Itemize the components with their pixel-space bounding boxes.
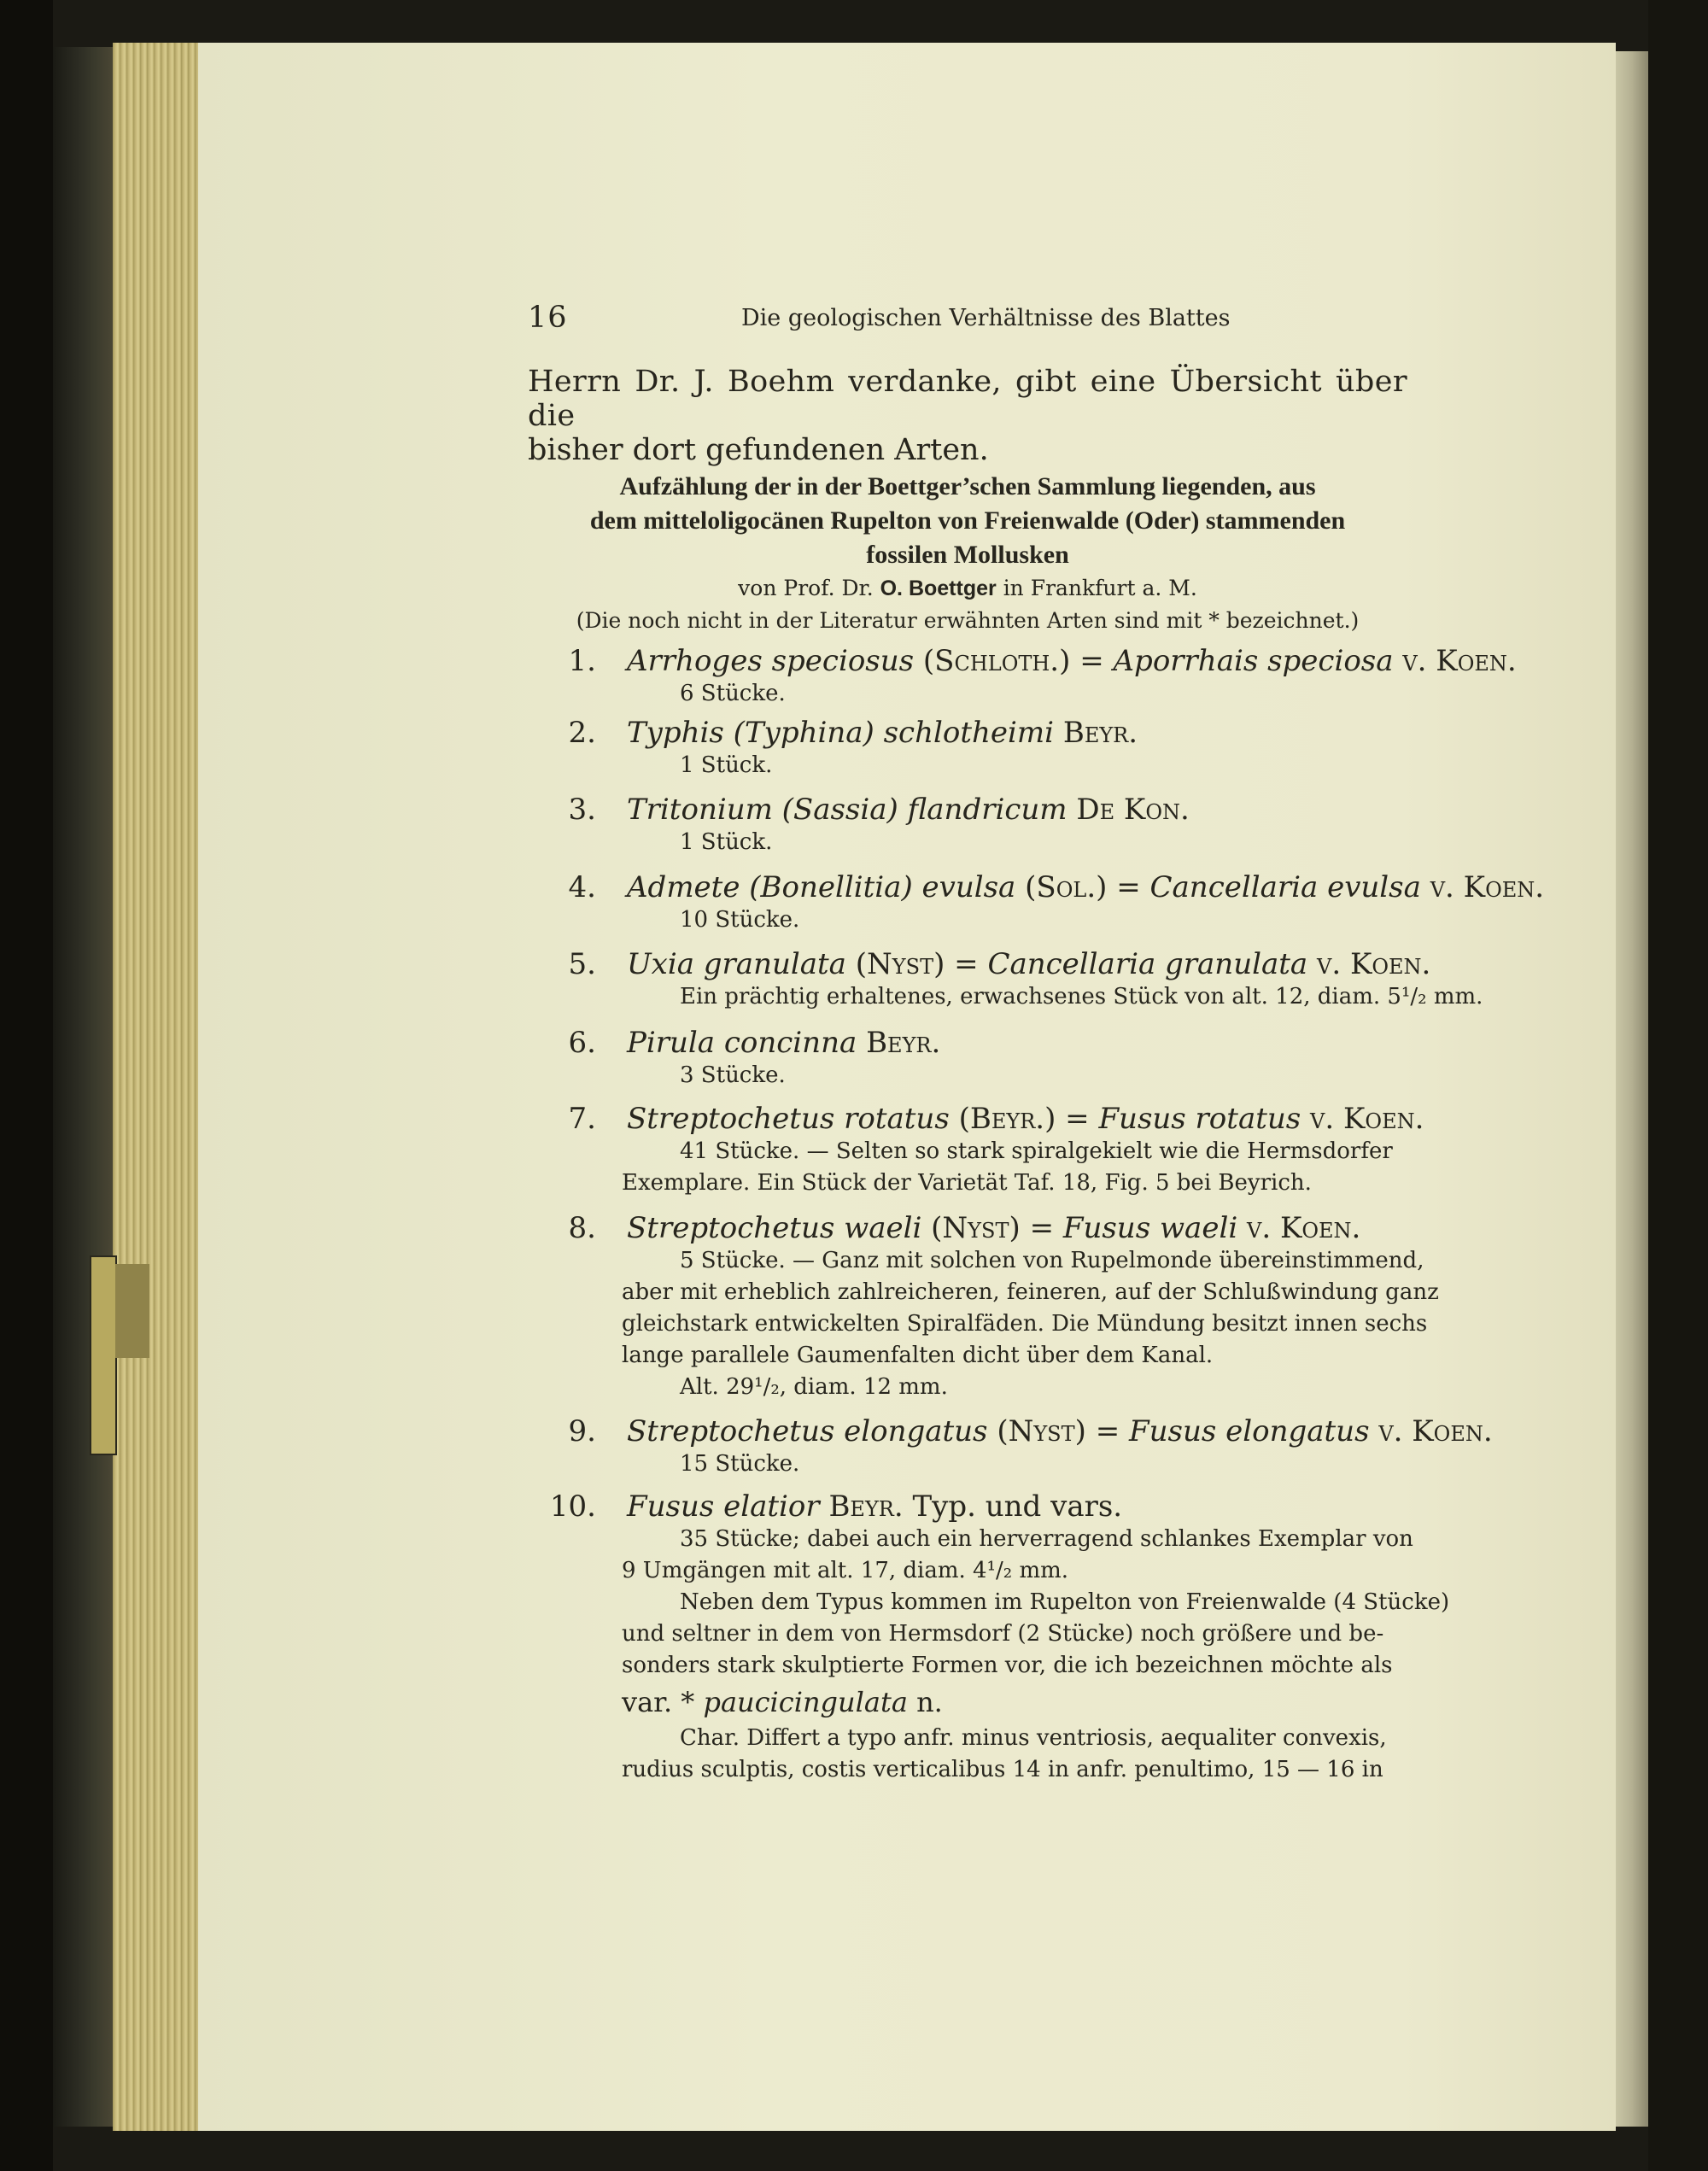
book-page (198, 43, 1616, 2131)
synonym-author: v. Koen. (1247, 1211, 1361, 1245)
entry-number: 7. (568, 1102, 596, 1136)
entry-heading (627, 1026, 1395, 1060)
running-head: Die geologischen Verhältnisse des Blattes (741, 305, 1231, 331)
species-author: De Kon. (1076, 793, 1190, 827)
species-author: (Sol.) (1025, 870, 1108, 904)
entry-number: 9. (568, 1414, 596, 1448)
entry-description-line: Ein prächtig erhaltenes, erwachsenes Stück von alt. 12, diam. 5¹/₂ mm. (680, 984, 1483, 1009)
next-page-edge (1616, 51, 1648, 2127)
species-name: Fusus elatior (627, 1489, 820, 1524)
entry-number: 2. (568, 716, 596, 750)
book-spine (53, 47, 113, 2127)
title-line: fossilen Mollusken (866, 541, 1069, 569)
character-line: rudius sculptis, costis verticalibus 14 in anfr. penultimo, 15 — 16 in (622, 1757, 1383, 1782)
entry-description-line: 5 Stücke. — Ganz mit solchen von Rupelmonde übereinstimmend, (680, 1248, 1424, 1273)
entry-number: 3. (568, 793, 596, 827)
entry-heading (627, 1102, 1424, 1136)
entry-description-line: 10 Stücke. (680, 907, 800, 933)
variety-suffix: n. (916, 1686, 943, 1718)
entry-description-line: 1 Stück. (680, 829, 773, 855)
entry-heading (627, 1414, 1493, 1448)
page-tab (90, 1255, 117, 1455)
species-name: Typhis (Typhina) schlotheimi (627, 716, 1055, 750)
entry-number: 4. (568, 870, 596, 904)
entry-heading (627, 947, 1431, 981)
entry-number: 8. (568, 1211, 596, 1245)
species-name: Streptochetus elongatus (627, 1414, 988, 1448)
entry-description-line: sonders stark skulptierte Formen vor, die ich bezeichnen möchte als (622, 1653, 1393, 1678)
species-name: Streptochetus rotatus (627, 1102, 950, 1136)
page-header (528, 301, 1407, 335)
synonym-author: v. Koen. (1402, 644, 1517, 678)
entry-number: 1. (568, 644, 596, 678)
entry-description-line: 15 Stücke. (680, 1451, 800, 1477)
species-name: Tritonium (Sassia) flandricum (627, 793, 1068, 827)
page-number: 16 (528, 301, 568, 335)
page-stack-edge (113, 43, 198, 2131)
scan-background (1648, 0, 1708, 2171)
synonym-author: v. Koen. (1310, 1102, 1424, 1136)
entry-description-line: 6 Stücke. (680, 681, 786, 706)
variety-name: * paucicingulata (681, 1686, 908, 1718)
title-line: dem mitteloligocänen Rupelton von Freienwalde (Oder) stammenden (589, 506, 1346, 535)
byline-prefix: von Prof. Dr. (738, 576, 874, 600)
entry-number: 5. (568, 947, 596, 981)
entry-description-line: 9 Umgängen mit alt. 17, diam. 4¹/₂ mm. (622, 1558, 1069, 1583)
species-name: Arrhoges speciosus (627, 644, 915, 678)
entry-number: 10. (549, 1489, 596, 1524)
species-name: Pirula concinna (627, 1026, 857, 1060)
species-author: (Schloth.) (922, 644, 1071, 678)
species-name: Streptochetus waeli (627, 1211, 922, 1245)
entry-heading (627, 793, 1395, 827)
page-tab-shadow (115, 1264, 149, 1358)
entry-description-line: 35 Stücke; dabei auch ein herverragend schlankes Exemplar von (680, 1526, 1413, 1552)
synonym-author: Typ. und vars. (912, 1489, 1123, 1524)
section-title (528, 470, 1407, 572)
legend-note: (Die noch nicht in der Literatur erwähnten Arten sind mit * bezeichnet.) (576, 608, 1360, 633)
entry-description-line: Neben dem Typus kommen im Rupelton von Freienwalde (4 Stücke) (680, 1589, 1450, 1615)
intro-line: bisher dort gefundenen Arten. (528, 433, 989, 467)
synonym: = Cancellaria granulata (954, 947, 1308, 981)
variety-line (622, 1685, 943, 1719)
entry-description-line: 41 Stücke. — Selten so stark spiralgekielt wie die Hermsdorfer (680, 1138, 1393, 1164)
character-line: Char. Differt a typo anfr. minus ventriosis, aequaliter convexis, (680, 1725, 1387, 1751)
synonym: = Fusus rotatus (1065, 1102, 1301, 1136)
species-author: Beyr. (1062, 716, 1138, 750)
entry-heading (627, 870, 1545, 904)
entry-description-line: und seltner in dem von Hermsdorf (2 Stücke) noch größere und be- (622, 1621, 1384, 1647)
synonym-author: v. Koen. (1430, 870, 1545, 904)
synonym: = Fusus elongatus (1095, 1414, 1370, 1448)
entry-heading (627, 716, 1395, 750)
species-name: Admete (Bonellitia) evulsa (627, 870, 1016, 904)
entry-description-line: gleichstark entwickelten Spiralfäden. Die Mündung besitzt innen sechs (622, 1311, 1428, 1337)
byline-suffix: in Frankfurt a. M. (1003, 576, 1197, 600)
species-author: (Nyst) (997, 1414, 1086, 1448)
byline-author: O. Boettger (880, 576, 997, 600)
entry-number: 6. (568, 1026, 596, 1060)
species-author: Beyr. (828, 1489, 904, 1524)
entry-description-line: lange parallele Gaumenfalten dicht über dem Kanal. (622, 1343, 1214, 1368)
byline (528, 576, 1407, 601)
entry-heading (627, 1489, 1395, 1524)
synonym-author: v. Koen. (1378, 1414, 1493, 1448)
species-author: (Nyst) (931, 1211, 1021, 1245)
book-binding (0, 0, 53, 2171)
entry-description-line: 3 Stücke. (680, 1062, 786, 1088)
synonym: = Cancellaria evulsa (1116, 870, 1421, 904)
species-name: Uxia granulata (627, 947, 846, 981)
entry-description-line: 1 Stück. (680, 752, 773, 778)
synonym: = Aporrhais speciosa (1079, 644, 1394, 678)
species-author: Beyr. (866, 1026, 941, 1060)
intro-line: Herrn Dr. J. Boehm verdanke, gibt eine Übersicht über die (528, 365, 1407, 433)
synonym-author: v. Koen. (1317, 947, 1431, 981)
entry-description-line: Exemplare. Ein Stück der Varietät Taf. 18, Fig. 5 bei Beyrich. (622, 1170, 1312, 1196)
entry-description-line: Alt. 29¹/₂, diam. 12 mm. (680, 1374, 948, 1400)
entry-description-line: aber mit erheblich zahlreicheren, feineren, auf der Schlußwindung ganz (622, 1279, 1439, 1305)
variety-prefix: var. (622, 1686, 673, 1718)
species-author: (Beyr.) (958, 1102, 1056, 1136)
synonym: = Fusus waeli (1029, 1211, 1238, 1245)
entry-heading (627, 644, 1517, 678)
title-line: Aufzählung der in der Boettger’schen Sammlung liegenden, aus (619, 472, 1316, 500)
species-author: (Nyst) (855, 947, 945, 981)
entry-heading (627, 1211, 1395, 1245)
intro-paragraph (528, 365, 1407, 467)
